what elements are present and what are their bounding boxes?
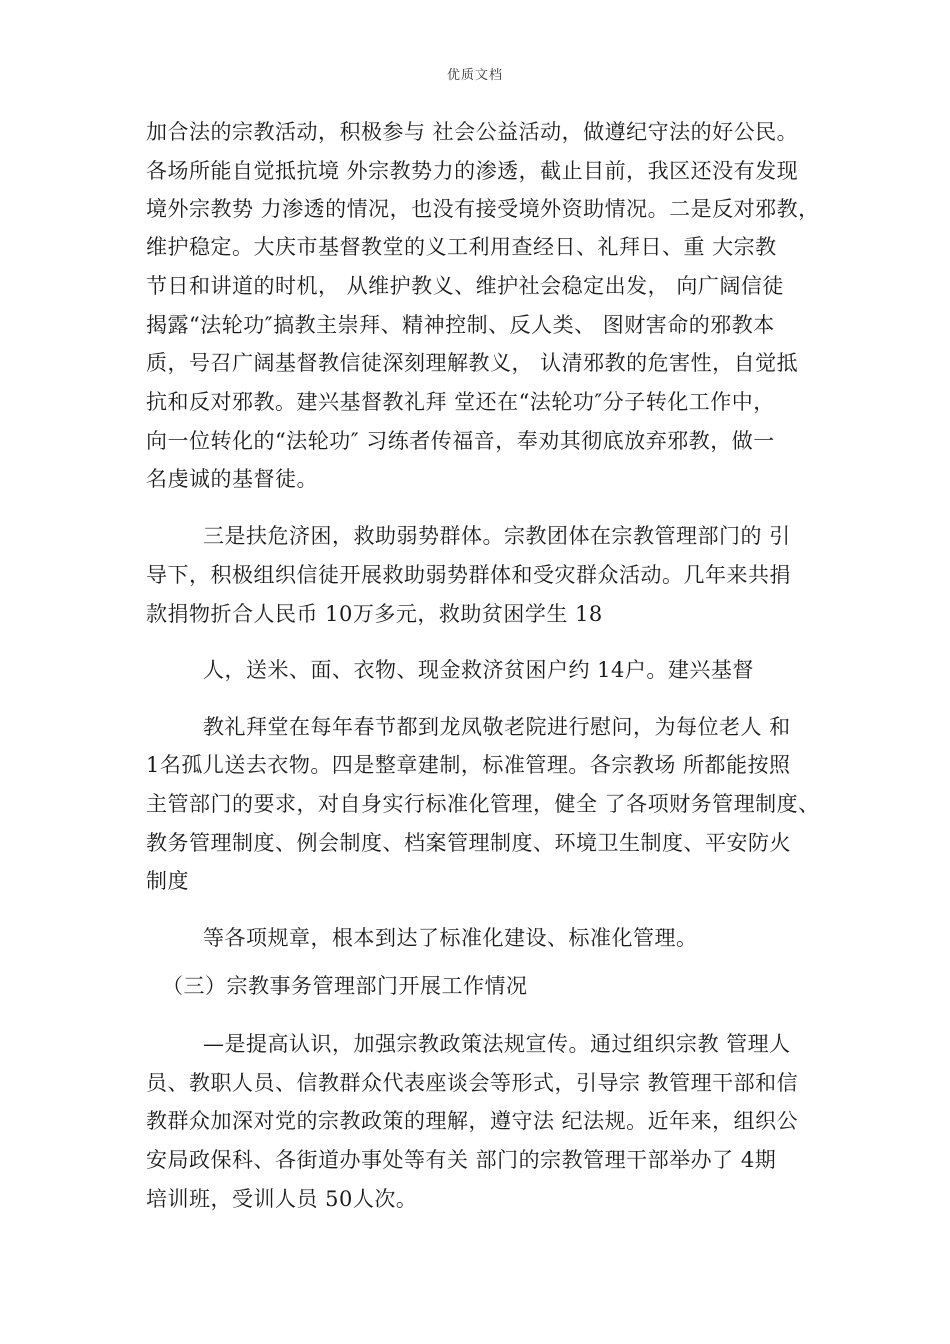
paragraph-line: 教群众加深对党的宗教政策的理解，遵守法 纪法规。近年来，组织公: [146, 1109, 799, 1133]
paragraph-line: 境外宗教势 力渗透的情况，也没有接受境外资助情况。二是反对邪教，: [146, 197, 820, 221]
paragraph-line: 抗和反对邪教。建兴基督教礼拜 堂还在“法轮功″分子转化工作中，: [146, 390, 775, 414]
paragraph-line: 维护稳定。大庆市基督教堂的义工利用查经日、礼拜日、重 大宗教: [146, 235, 777, 259]
paragraph-line: 三是扶危济困，救助弱势群体。宗教团体在宗教管理部门的 引: [203, 524, 791, 548]
paragraph-line: —是提高认识，加强宗教政策法规宣传。通过组织宗教 管理人: [203, 1032, 791, 1056]
paragraph-line: 安局政保科、各街道办事处等有关 部门的宗教管理干部举办了 4期: [146, 1148, 777, 1172]
paragraph-line: 向一位转化的“法轮功″ 习练者传福音，奉劝其彻底放弃邪教，做一: [146, 429, 775, 453]
section-heading: （三）宗教事务管理部门开展工作情况: [162, 974, 528, 998]
paragraph-line: 揭露“法轮功″搞教主崇拜、精神控制、反人类、 图财害命的邪教本: [146, 313, 775, 337]
paragraph-line: 款捐物折合人民币 10万多元，救助贫困学生 18: [146, 602, 603, 626]
paragraph-line: 1名孤儿送去衣物。四是整章建制，标准管理。各宗教场 所都能按照: [146, 753, 791, 777]
paragraph-line: 等各项规章，根本到达了标准化建设、标准化管理。: [203, 926, 698, 950]
paragraph-line: 名虔诚的基督徒。: [146, 467, 318, 491]
paragraph-line: 人，送米、面、衣物、现金救济贫困户约 14户。建兴基督: [203, 658, 754, 682]
paragraph-line: 教务管理制度、例会制度、档案管理制度、环境卫生制度、平安防火: [146, 831, 791, 855]
paragraph-line: 教礼拜堂在每年春节都到龙凤敬老院进行慰问，为每位老人 和: [203, 715, 791, 739]
paragraph-line: 制度: [146, 869, 189, 893]
paragraph-line: 培训班，受训人员 50人次。: [146, 1187, 418, 1211]
paragraph-line: 导下，积极组织信徒开展救助弱势群体和受灾群众活动。几年来共捐: [146, 563, 791, 587]
paragraph-line: 节日和讲道的时机， 从维护教义、维护社会稳定出发， 向广阔信徒: [146, 274, 784, 298]
paragraph-line: 加合法的宗教活动，积极参与 社会公益活动，做遵纪守法的好公民。: [146, 120, 799, 144]
paragraph-line: 各场所能自觉抵抗境 外宗教势力的渗透，截止目前，我区还没有发现: [146, 159, 799, 183]
page-header: 优质文档: [446, 68, 503, 83]
paragraph-line: 员、教职人员、信教群众代表座谈会等形式，引导宗 教管理干部和信: [146, 1071, 799, 1095]
paragraph-line: 质，号召广阔基督教信徒深刻理解教义， 认清邪教的危害性，自觉抵: [146, 351, 799, 375]
paragraph-line: 主管部门的要求，对自身实行标准化管理，健全 了各项财务管理制度、: [146, 792, 820, 816]
